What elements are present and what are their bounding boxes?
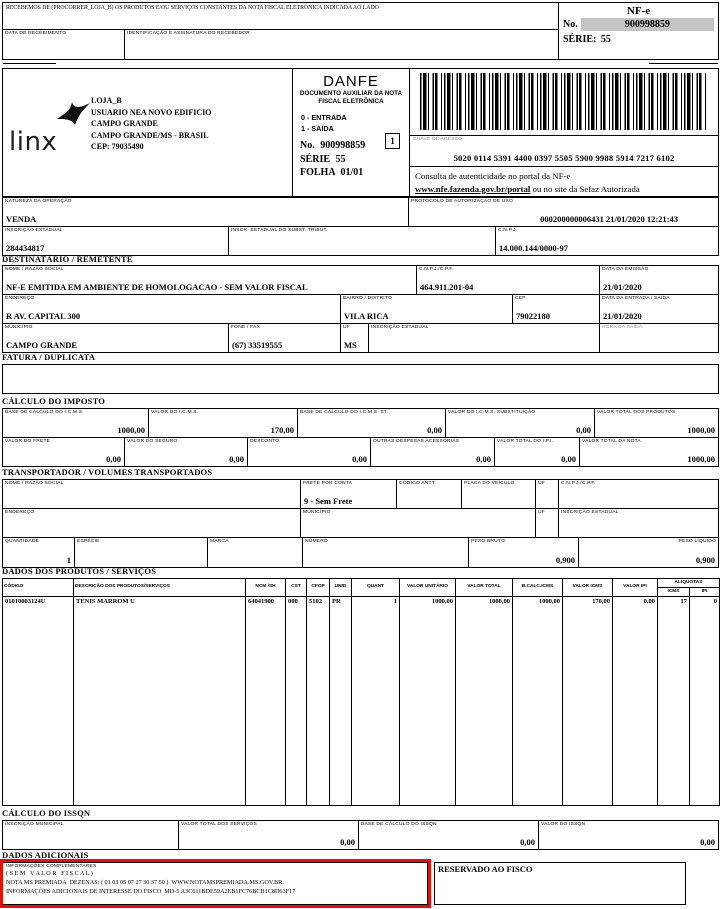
- dest-endereco-label: ENDEREÇO: [5, 296, 35, 301]
- valor-icms-cell: [149, 409, 298, 437]
- danfe-saida: 1 - SAÍDA: [301, 123, 334, 133]
- seguro-value: 0,00: [229, 454, 244, 464]
- issuer-line-3: CAMPO GRANDE: [91, 119, 158, 129]
- total-servicos-value: 0,00: [340, 837, 355, 847]
- frete-value: 0,00: [106, 454, 121, 464]
- transp-ie-label: INSCRIÇÃO ESTADUAL: [561, 510, 619, 515]
- outras-despesas-cell: [371, 438, 495, 466]
- col-unid: UNID: [330, 579, 352, 597]
- inscricao-municipal-cell: [3, 821, 179, 849]
- icms-subst-value: 0,00: [576, 425, 591, 435]
- access-key-value: 5020 0114 5391 4400 0397 5505 5900 9988 5914 7217 6102: [453, 153, 675, 163]
- section-transportador: TRANSPORTADOR / VOLUMES TRANSPORTADOS: [2, 467, 213, 477]
- section-fatura: FATURA / DUPLICATA: [2, 352, 96, 362]
- prod-valor-icms: 170,00: [563, 596, 613, 762]
- reservado-fisco-label: RESERVADO AO FISCO: [438, 864, 533, 874]
- natureza-label: NATUREZA DA OPERAÇÃO: [5, 199, 72, 204]
- base-icms-st-label: BASE DE CÁLCULO DO I.C.M.S. ST.: [300, 410, 388, 415]
- seguro-label: VALOR DO SEGURO: [127, 439, 178, 444]
- ie-label: INSCRIÇÃO ESTADUAL: [5, 228, 63, 233]
- col-descricao: DESCRIÇÃO DOS PRODUTOS/SERVIÇOS: [74, 579, 246, 597]
- adic-line-3: INFORMAÇÕES ADICIONAIS DE INTERESSE DO FISCO MD-5 A3C611BDE59A2EB1FC76BCB1C8D63F17: [6, 887, 296, 895]
- ie-cell: [3, 227, 229, 255]
- section-issqn: CÁLCULO DO ISSQN: [2, 808, 91, 818]
- natureza-value: VENDA: [6, 214, 37, 224]
- desconto-value: 0,00: [352, 454, 367, 464]
- col-valor-unitario: VALOR UNITÁRIO: [400, 579, 456, 597]
- danfe-title: DANFE: [323, 73, 379, 90]
- col-cfop: CFOP: [307, 579, 330, 597]
- dest-entrada-value: 21/01/2020: [603, 311, 642, 321]
- prod-codigo: 01010003124U: [3, 596, 74, 762]
- barcode-cell: [410, 69, 718, 135]
- dest-entrada-cell: [600, 295, 718, 323]
- dest-hora-label: HORA DA SAÍDA: [602, 325, 643, 330]
- nfe-title: NF-e: [626, 5, 651, 17]
- dest-cnpj-cell: [417, 266, 600, 294]
- col-valor-ipi: VALOR IPI: [613, 579, 658, 597]
- barcode: [420, 73, 708, 130]
- reservado-fisco-box: [434, 862, 686, 905]
- issuer-line-2: USUARIO NEA NOVO EDIFICIO: [91, 107, 212, 117]
- cut-line-right: [649, 63, 718, 64]
- frete-label: VALOR DO FRETE: [5, 439, 51, 444]
- prod-cst: 000: [286, 596, 307, 762]
- desconto-label: DESCONTO: [250, 439, 280, 444]
- danfe-folha: FOLHA 01/01: [300, 167, 364, 179]
- peso-liquido-label: PESO LÍQUIDO: [678, 539, 716, 544]
- adic-line-2: NOTA MS PREMIADA DEZENAS: ( 01 03 05 07 27 30 37 50 ) WWW.NOTAMSPREMIADA.MS.GOV.BR.: [6, 878, 284, 886]
- peso-liquido-cell: [579, 538, 718, 567]
- cnpj-emit-value: 14.000.144/0000-97: [499, 243, 568, 253]
- dest-cnpj-value: 464.911.201-04: [420, 282, 474, 292]
- issqn-table: [2, 820, 719, 850]
- danfe-box: [293, 69, 410, 196]
- peso-bruto-cell: [469, 538, 579, 567]
- col-ncm: NCM /SH: [246, 579, 286, 597]
- dest-bairro-value: VILA RICA: [344, 311, 389, 321]
- base-issqn-label: BASE DE CÁLCULO DO ISSQN: [361, 822, 437, 827]
- transp-municipio-label: MUNICÍPIO: [303, 510, 331, 515]
- transp-nome-label: NOME / RAZÃO SOCIAL: [5, 481, 64, 486]
- seguro-cell: [125, 438, 248, 466]
- document-header: [2, 68, 719, 197]
- valor-icms-value: 170,00: [270, 425, 294, 435]
- prod-aliq-ipi: 0: [690, 596, 720, 762]
- valor-issqn-cell: [539, 821, 718, 849]
- nfe-portal-url: www.nfe.fazenda.gov.br/portal: [415, 183, 531, 194]
- dest-cep-label: CEP: [515, 296, 526, 301]
- dest-endereco-value: R AV. CAPITAL 300: [6, 311, 81, 321]
- col-valor-total: VALOR TOTAL: [456, 579, 513, 597]
- transp-uf2-label: UF: [538, 510, 545, 515]
- dest-bairro-label: BAIRRO / DISTRITO: [343, 296, 392, 301]
- prod-aliq-icms: 17: [658, 596, 690, 762]
- dest-municipio-label: MUNICÍPIO: [5, 325, 33, 330]
- quantidade-value: 1: [66, 555, 71, 565]
- transp-endereco-label: ENDEREÇO: [5, 510, 35, 515]
- destinatario-table: [2, 265, 719, 353]
- col-cst: CST: [286, 579, 307, 597]
- valor-icms-label: VALOR DO I.C.M.S.: [151, 410, 199, 415]
- dest-emissao-cell: [600, 266, 718, 294]
- especie-cell: [75, 538, 208, 567]
- dest-cnpj-label: C.N.P.J./C.P.F.: [419, 267, 454, 272]
- marca-label: MARCA: [210, 539, 229, 544]
- base-issqn-cell: [359, 821, 539, 849]
- receipt-signature-label: IDENTIFICAÇÃO E ASSINATURA DO RECEBEDOR: [127, 31, 250, 36]
- col-codigo: CÓDIGO: [3, 579, 74, 597]
- prod-valor-ipi: 0,00: [613, 596, 658, 762]
- dest-nome-value: NF-E EMITIDA EM AMBIENTE DE HOMOLOGACAO - SEM VALOR FISCAL: [6, 282, 308, 292]
- numero-vol-label: NÚMERO: [305, 539, 328, 544]
- linx-bird-icon: [55, 97, 93, 129]
- dest-emissao-value: 21/01/2020: [603, 282, 642, 292]
- receipt-statement: RECEBEMOS DE (PROCORRER_LOJA_B) OS PRODUTOS E/OU SERVIÇOS CONSTANTES DA NOTA FISCAL ELETRÔNICA INDICADA AO LADO: [3, 3, 559, 30]
- transp-cnpj-label: C.N.P.J./C.P.F.: [561, 481, 596, 486]
- transp-uf1-label: UF: [538, 481, 545, 486]
- dest-uf-cell: [341, 324, 369, 352]
- dest-municipio-cell: [3, 324, 229, 352]
- base-icms-st-cell: [298, 409, 446, 437]
- prod-ncm: 64041900: [246, 596, 286, 762]
- quantidade-label: QUANTIDADE: [5, 539, 40, 544]
- danfe-entry-exit: [301, 113, 409, 135]
- access-key-cell: [410, 135, 718, 166]
- outras-despesas-label: OUTRAS DESPESAS ACESSÓRIAS: [373, 439, 460, 444]
- prod-descricao: TENIS MARROM U: [74, 596, 246, 762]
- base-issqn-value: 0,00: [520, 837, 535, 847]
- col-quant: QUANT: [352, 579, 400, 597]
- prod-unid: PR: [330, 596, 352, 762]
- total-ipi-label: VALOR TOTAL DO I.P.I.: [497, 439, 554, 444]
- marca-cell: [208, 538, 303, 567]
- dest-fone-value: (67) 33519555: [232, 340, 283, 350]
- dest-uf-value: MS: [344, 340, 357, 350]
- cnpj-emit-cell: [496, 227, 718, 255]
- peso-bruto-label: PESO BRUTO: [471, 539, 505, 544]
- dest-entrada-label: DATA DA ENTRADA / SAÍDA: [602, 296, 670, 301]
- valor-issqn-label: VALOR DO ISSQN: [541, 822, 586, 827]
- danfe-no: No. 900998859: [300, 140, 366, 152]
- nfe-no-label: No.: [563, 19, 578, 30]
- transp-cnpj-cell: [559, 480, 718, 508]
- base-icms-cell: [3, 409, 149, 437]
- informacoes-complementares-label: INFORMAÇÕES COMPLEMENTARES: [6, 864, 97, 869]
- total-nota-label: VALOR TOTAL DA NOTA: [582, 439, 641, 444]
- authenticity-rest: ou no site da Sefaz Autorizada: [532, 183, 640, 194]
- placa-cell: [462, 480, 536, 508]
- danfe-subtitle: DOCUMENTO AUXILIAR DA NOTA FISCAL ELETRÔNICA: [299, 90, 403, 105]
- outras-despesas-value: 0,00: [476, 454, 491, 464]
- dest-ie-label: INSCRIÇÃO ESTADUAL: [371, 325, 429, 330]
- section-produtos: DADOS DOS PRODUTOS / SERVIÇOS: [2, 566, 157, 576]
- section-imposto: CÁLCULO DO IMPOSTO: [2, 396, 106, 406]
- total-servicos-cell: [179, 821, 359, 849]
- transp-endereco-cell: [3, 509, 301, 537]
- peso-liquido-value: 0,900: [695, 555, 715, 565]
- transportador-table: [2, 479, 719, 568]
- issuer-box: [3, 69, 293, 196]
- receipt-stub: [2, 2, 719, 60]
- issuer-line-4: CAMPO GRANDE/MS - BRASIL: [91, 130, 209, 140]
- nfe-number-box: [559, 3, 718, 59]
- operation-row: [2, 197, 719, 256]
- danfe-serie: SÉRIE 55: [300, 153, 346, 165]
- dest-bairro-cell: [341, 295, 513, 323]
- issuer-address: [91, 95, 212, 153]
- protocolo-value: 000200000006431 21/01/2020 12:21:43: [540, 214, 678, 224]
- col-aliq-icms: ICMS: [658, 587, 690, 596]
- dest-nome-label: NOME / RAZÃO SOCIAL: [5, 267, 64, 272]
- barcode-zone: [410, 69, 718, 196]
- dest-cep-cell: [513, 295, 600, 323]
- transp-ie-cell: [559, 509, 718, 537]
- total-nota-cell: [580, 438, 718, 466]
- numero-vol-cell: [303, 538, 469, 567]
- prod-quant: 1: [352, 596, 400, 762]
- icms-subst-label: VALOR DO I.C.M.S. SUBSTITUIÇÃO: [448, 410, 536, 415]
- codigo-antt-cell: [397, 480, 462, 508]
- produtos-table: [2, 578, 719, 806]
- protocolo-label: PROTOCOLO DE AUTORIZAÇÃO DE USO: [411, 199, 513, 204]
- quantidade-cell: [3, 538, 75, 567]
- total-produtos-cell: [595, 409, 718, 437]
- icms-subst-cell: [446, 409, 595, 437]
- total-servicos-label: VALOR TOTAL DOS SERVIÇOS: [181, 822, 257, 827]
- total-ipi-cell: [495, 438, 580, 466]
- frete-cell: [3, 438, 125, 466]
- transp-uf2-cell: [536, 509, 559, 537]
- protocolo-cell: [409, 198, 718, 226]
- receipt-date-cell: [3, 30, 125, 59]
- dest-ie-cell: [369, 324, 600, 352]
- receipt-signature-cell: [125, 30, 559, 59]
- transp-municipio-cell: [301, 509, 536, 537]
- prod-bcalc-icms: 1000,00: [513, 596, 563, 762]
- issuer-line-5: CEP: 79035490: [91, 142, 144, 152]
- prod-cfop: 5102: [307, 596, 330, 762]
- total-produtos-label: VALOR TOTAL DOS PRODUTOS: [597, 410, 676, 415]
- ie-subst-label: INSCR. ESTADUAL DO SUBST. TRIBUT.: [231, 228, 328, 233]
- dest-municipio-value: CAMPO GRANDE: [6, 340, 78, 350]
- natureza-cell: [3, 198, 409, 226]
- authenticity-cell: [410, 166, 718, 196]
- cut-line-left: [3, 63, 56, 64]
- dest-fone-label: FONE / FAX: [231, 325, 260, 330]
- prod-valor-total: 1000,00: [456, 596, 513, 762]
- receipt-date-label: DATA DE RECEBIMENTO: [5, 31, 67, 36]
- peso-bruto-value: 0,900: [555, 555, 575, 565]
- col-bcalc-icms: B.CALC.ICMS: [513, 579, 563, 597]
- section-dados-adicionais: DADOS ADICIONAIS: [2, 850, 89, 860]
- inscricao-municipal-label: INSCRIÇÃO MUNICIPAL: [5, 822, 64, 827]
- product-row: [3, 596, 720, 762]
- transp-uf1-cell: [536, 480, 559, 508]
- adic-line-1: ( S E M V A L O R F I S C A L ): [6, 869, 93, 877]
- dest-emissao-label: DATA DA EMISSÃO: [602, 267, 649, 272]
- dest-uf-label: UF: [343, 325, 350, 330]
- total-nota-value: 1000,00: [687, 454, 715, 464]
- ie-subst-cell: [229, 227, 496, 255]
- codigo-antt-label: CÓDIGO ANTT: [399, 481, 435, 486]
- frete-conta-value: 9 - Sem Frete: [304, 496, 353, 506]
- frete-conta-cell: [301, 480, 397, 508]
- transp-nome-cell: [3, 480, 301, 508]
- access-key-label: CHAVE DE ACESSO: [413, 137, 463, 142]
- prod-valor-unitario: 1000,00: [400, 596, 456, 762]
- base-icms-st-value: 0,00: [427, 425, 442, 435]
- dest-fone-cell: [229, 324, 341, 352]
- col-valor-icms: VALOR ICMS: [563, 579, 613, 597]
- danfe-entrada: 0 - ENTRADA: [301, 112, 347, 122]
- authenticity-line: Consulta de autenticidade no portal da NF-e: [415, 171, 571, 181]
- danfe-tipo-box: 1: [385, 133, 400, 149]
- col-aliq-ipi: IPI: [690, 587, 720, 596]
- nfe-number-highlight: 900998859: [581, 18, 714, 31]
- imposto-table: [2, 408, 719, 467]
- base-icms-value: 1000,00: [117, 425, 145, 435]
- col-aliquotas: ALIQUOTAS: [658, 579, 720, 588]
- fatura-empty-box: [2, 364, 719, 394]
- desconto-cell: [248, 438, 371, 466]
- total-ipi-value: 0,00: [561, 454, 576, 464]
- placa-label: PLACA DO VEÍCULO: [464, 481, 515, 486]
- cnpj-emit-label: C.N.P.J.: [498, 228, 518, 233]
- informacoes-complementares-box: [2, 862, 428, 905]
- base-icms-label: BASE DE CÁLCULO DO I.C.M.S.: [5, 410, 84, 415]
- frete-conta-label: FRETE POR CONTA: [303, 481, 353, 486]
- dest-endereco-cell: [3, 295, 341, 323]
- issuer-line-1: LOJA_B: [91, 96, 122, 105]
- total-produtos-value: 1000,00: [687, 425, 715, 435]
- dest-hora-cell: [600, 324, 718, 352]
- ie-value: 284434817: [6, 243, 45, 253]
- especie-label: ESPÉCIE: [77, 539, 100, 544]
- linx-logo: linx: [9, 127, 58, 157]
- product-table-empty-space: [3, 762, 720, 806]
- nfe-serie: SÉRIE: 55: [563, 34, 611, 45]
- valor-issqn-value: 0,00: [700, 837, 715, 847]
- dest-nome-cell: [3, 266, 417, 294]
- dest-cep-value: 79022180: [516, 311, 550, 321]
- section-destinatario: DESTINATÁRIO / REMETENTE: [2, 254, 133, 264]
